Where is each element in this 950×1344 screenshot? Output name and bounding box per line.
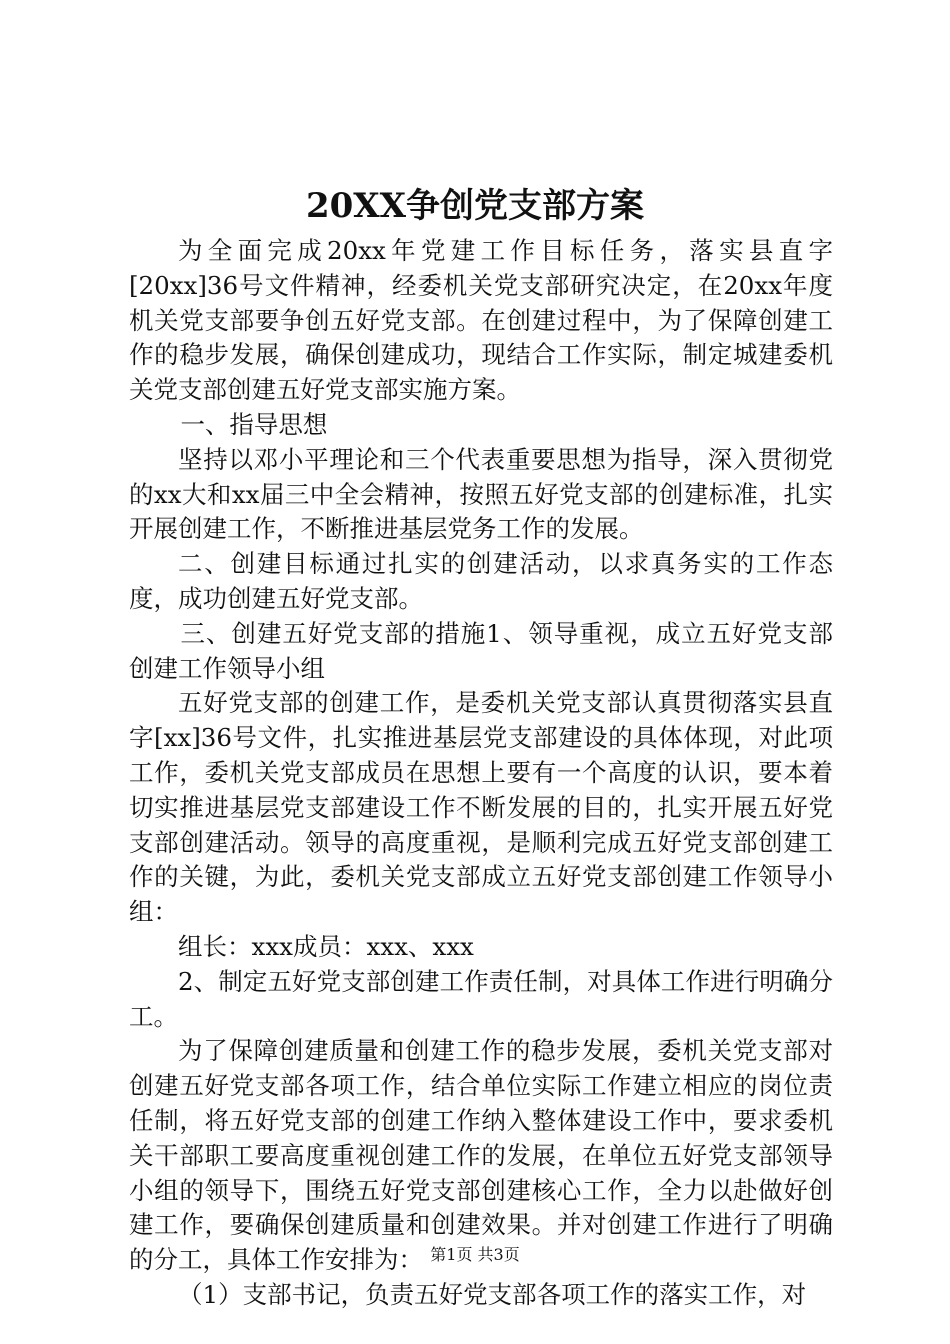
paragraph-leadership: 五好党支部的创建工作，是委机关党支部认真贯彻落实县直字[xx]36号文件，扎实推进基层党支部建设的具体体现，对此项工作，委机关党支部成员在思想上要有一个高度的认识，要本着切实推进基层党支部建设工作不断发展的目的，扎实开展五好党支部创建活动。领导的高度重视，是顺利完成五好党支部创建工作的关键，为此，委机关党支部成立五好党支部创建工作领导小组： [129, 688, 833, 927]
paragraph-intro: 为全面完成20xx年党建工作目标任务，落实县直字[20xx]36号文件精神，经委机关党支部研究决定，在20xx年度机关党支部要争创五好党支部。在创建过程中，为了保障创建工作的稳步发展，确保创建成功，现结合工作实际，制定城建委机关党支部创建五好党支部实施方案。 [129, 236, 833, 405]
paragraph-goal: 二、创建目标通过扎实的创建活动，以求真务实的工作态度，成功创建五好党支部。 [129, 549, 833, 613]
paragraph-responsibility: 为了保障创建质量和创建工作的稳步发展，委机关党支部对创建五好党支部各项工作，结合单位实际工作建立相应的岗位责任制，将五好党支部的创建工作纳入整体建设工作中，要求委机关干部职工要高度重视创建工作的发展，在单位五好党支部领导小组的领导下，围绕五好党支部创建核心工作，全力以赴做好创建工作，要确保创建质量和创建效果。并对创建工作进行了明确的分工，具体工作安排为： [129, 1036, 833, 1275]
document-title: 20XX争创党支部方案 [305, 186, 645, 226]
paragraph-secretary: （1）支部书记，负责五好党支部各项工作的落实工作，对 [178, 1279, 807, 1309]
section-heading-guiding-thought: 一、指导思想 [180, 409, 328, 439]
paragraph-guiding-thought: 坚持以邓小平理论和三个代表重要思想为指导，深入贯彻党的xx大和xx届三中全会精神，按照五好党支部的创建标准，扎实开展创建工作，不断推进基层党务工作的发展。 [129, 444, 833, 544]
document-body [129, 234, 833, 1313]
paragraph-group-members: 组长：xxx成员：xxx、xxx [178, 931, 474, 961]
section-heading-measures: 三、创建五好党支部的措施1、领导重视，成立五好党支部创建工作领导小组 [129, 618, 833, 683]
page-footer: 第1页 共3页 [430, 1245, 520, 1264]
paragraph-responsibility-heading: 2、制定五好党支部创建工作责任制，对具体工作进行明确分工。 [129, 966, 833, 1031]
